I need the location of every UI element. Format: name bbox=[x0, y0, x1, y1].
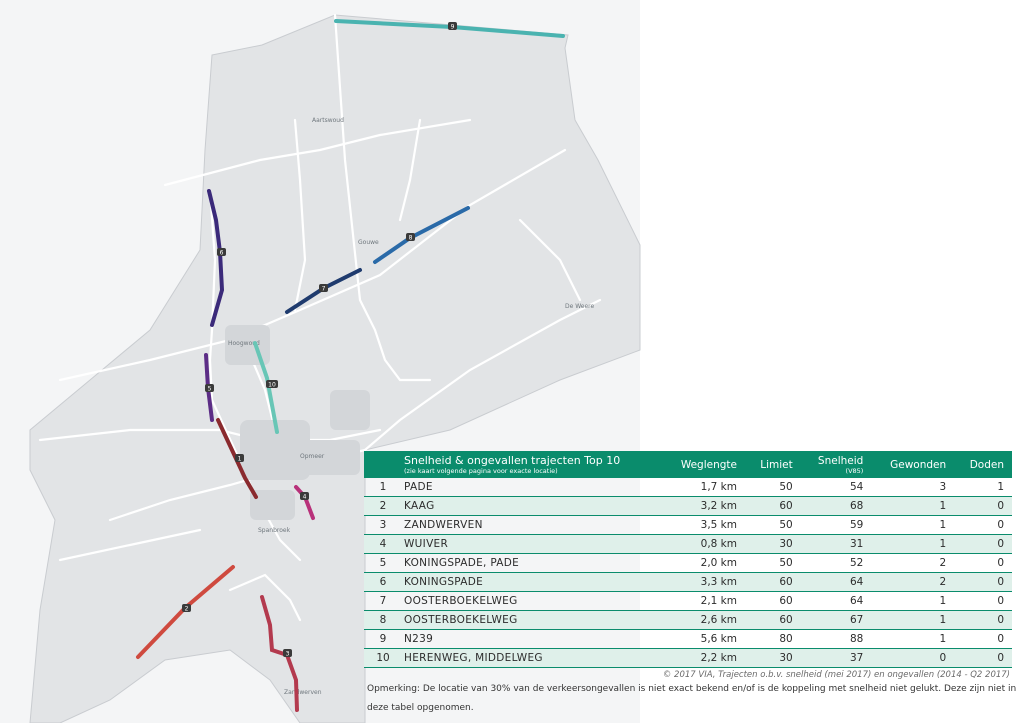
name-cell: OOSTERBOEKELWEG bbox=[402, 611, 662, 630]
table-row bbox=[364, 630, 1012, 649]
svg-text:10: 10 bbox=[268, 381, 276, 389]
table-subtitle: (zie kaart volgende pagina voor exacte locatie) bbox=[404, 466, 558, 475]
limiet-cell: 30 bbox=[745, 649, 801, 668]
weglengte-cell: 2,6 km bbox=[662, 611, 745, 630]
weglengte-cell: 2,0 km bbox=[662, 554, 745, 573]
doden-cell: 0 bbox=[954, 573, 1012, 592]
doden-cell: 0 bbox=[954, 516, 1012, 535]
table-row bbox=[364, 535, 1012, 554]
segment-badge-1 bbox=[235, 454, 244, 463]
limiet-cell: 60 bbox=[745, 497, 801, 516]
segment-badge-4 bbox=[300, 492, 309, 501]
trajectories-table bbox=[364, 451, 1012, 668]
name-cell: OOSTERBOEKELWEG bbox=[402, 592, 662, 611]
snelheid-cell: 59 bbox=[801, 516, 872, 535]
place-label-zandwerven: Zandwerven bbox=[284, 689, 322, 696]
table-header-row bbox=[364, 451, 1012, 478]
name-cell: KONINGSPADE, PADE bbox=[402, 554, 662, 573]
weglengte-cell: 3,2 km bbox=[662, 497, 745, 516]
gewonden-cell: 1 bbox=[871, 516, 954, 535]
table-title: Snelheid & ongevallen trajecten Top 10 bbox=[404, 453, 621, 467]
gewonden-cell: 1 bbox=[871, 497, 954, 516]
header-doden: Doden bbox=[954, 451, 1012, 478]
rank-cell: 1 bbox=[364, 478, 402, 497]
table-row bbox=[364, 649, 1012, 668]
snelheid-cell: 64 bbox=[801, 592, 872, 611]
gewonden-cell: 1 bbox=[871, 592, 954, 611]
rank-cell: 10 bbox=[364, 649, 402, 668]
place-label-gouwe: Gouwe bbox=[358, 239, 379, 246]
name-cell: N239 bbox=[402, 630, 662, 649]
weglengte-cell: 1,7 km bbox=[662, 478, 745, 497]
segment-badge-5 bbox=[205, 384, 214, 393]
weglengte-cell: 2,2 km bbox=[662, 649, 745, 668]
segment-badge-3 bbox=[283, 649, 292, 658]
table-row bbox=[364, 592, 1012, 611]
gewonden-cell: 3 bbox=[871, 478, 954, 497]
segment-badge-9 bbox=[448, 22, 457, 31]
svg-text:7: 7 bbox=[321, 285, 326, 293]
doden-cell: 0 bbox=[954, 649, 1012, 668]
doden-cell: 1 bbox=[954, 478, 1012, 497]
segment-badge-7 bbox=[319, 284, 328, 293]
header-title bbox=[402, 451, 662, 478]
limiet-cell: 80 bbox=[745, 630, 801, 649]
header-weglengte: Weglengte bbox=[662, 451, 745, 478]
svg-text:2: 2 bbox=[184, 605, 189, 613]
name-cell: HERENWEG, MIDDELWEG bbox=[402, 649, 662, 668]
limiet-cell: 60 bbox=[745, 611, 801, 630]
snelheid-cell: 68 bbox=[801, 497, 872, 516]
doden-cell: 0 bbox=[954, 497, 1012, 516]
limiet-cell: 50 bbox=[745, 554, 801, 573]
rank-cell: 3 bbox=[364, 516, 402, 535]
table-body bbox=[364, 478, 1012, 668]
place-label-aartswoud: Aartswoud bbox=[312, 117, 344, 124]
place-label-hoogwoud: Hoogwoud bbox=[228, 340, 260, 347]
limiet-cell: 50 bbox=[745, 516, 801, 535]
place-label-spanbroek: Spanbroek bbox=[258, 527, 291, 534]
weglengte-cell: 3,5 km bbox=[662, 516, 745, 535]
gewonden-cell: 2 bbox=[871, 554, 954, 573]
snelheid-cell: 67 bbox=[801, 611, 872, 630]
weglengte-cell: 5,6 km bbox=[662, 630, 745, 649]
svg-text:6: 6 bbox=[219, 249, 224, 257]
snelheid-cell: 31 bbox=[801, 535, 872, 554]
snelheid-cell: 54 bbox=[801, 478, 872, 497]
doden-cell: 0 bbox=[954, 611, 1012, 630]
header-snelheid-label: Snelheid bbox=[817, 454, 864, 467]
rank-cell: 8 bbox=[364, 611, 402, 630]
rank-cell: 6 bbox=[364, 573, 402, 592]
snelheid-cell: 64 bbox=[801, 573, 872, 592]
table-row bbox=[364, 516, 1012, 535]
header-snelheid bbox=[801, 451, 872, 478]
name-cell: PADE bbox=[402, 478, 662, 497]
doden-cell: 0 bbox=[954, 535, 1012, 554]
name-cell: KONINGSPADE bbox=[402, 573, 662, 592]
svg-text:5: 5 bbox=[207, 385, 212, 393]
header-rank bbox=[364, 451, 402, 478]
doden-cell: 0 bbox=[954, 630, 1012, 649]
svg-text:8: 8 bbox=[408, 234, 413, 242]
place-label-de-weere: De Weere bbox=[565, 303, 595, 310]
limiet-cell: 60 bbox=[745, 573, 801, 592]
name-cell: ZANDWERVEN bbox=[402, 516, 662, 535]
limiet-cell: 30 bbox=[745, 535, 801, 554]
weglengte-cell: 3,3 km bbox=[662, 573, 745, 592]
weglengte-cell: 2,1 km bbox=[662, 592, 745, 611]
name-cell: KAAG bbox=[402, 497, 662, 516]
segment-badge-10 bbox=[266, 380, 278, 389]
gewonden-cell: 1 bbox=[871, 611, 954, 630]
rank-cell: 5 bbox=[364, 554, 402, 573]
table-row bbox=[364, 554, 1012, 573]
weglengte-cell: 0,8 km bbox=[662, 535, 745, 554]
place-label-opmeer: Opmeer bbox=[300, 453, 325, 460]
trajectories-table-panel bbox=[364, 451, 1012, 680]
svg-text:4: 4 bbox=[302, 493, 307, 501]
segment-badge-2 bbox=[182, 604, 191, 613]
limiet-cell: 50 bbox=[745, 478, 801, 497]
svg-text:3: 3 bbox=[285, 650, 290, 658]
rank-cell: 2 bbox=[364, 497, 402, 516]
remark-text: Opmerking: De locatie van 30% van de verkeersongevallen is niet exact bekend en/of is de koppeling met snelheid niet gelukt. Deze zijn niet in deze tabel opgenomen. bbox=[367, 684, 1017, 713]
snelheid-cell: 88 bbox=[801, 630, 872, 649]
rank-cell: 9 bbox=[364, 630, 402, 649]
gewonden-cell: 0 bbox=[871, 649, 954, 668]
rank-cell: 4 bbox=[364, 535, 402, 554]
limiet-cell: 60 bbox=[745, 592, 801, 611]
rank-cell: 7 bbox=[364, 592, 402, 611]
header-limiet: Limiet bbox=[745, 451, 801, 478]
doden-cell: 0 bbox=[954, 554, 1012, 573]
snelheid-cell: 52 bbox=[801, 554, 872, 573]
header-snelheid-sub: (V85) bbox=[845, 466, 864, 475]
doden-cell: 0 bbox=[954, 592, 1012, 611]
gewonden-cell: 2 bbox=[871, 573, 954, 592]
svg-text:1: 1 bbox=[237, 455, 242, 463]
gewonden-cell: 1 bbox=[871, 630, 954, 649]
gewonden-cell: 1 bbox=[871, 535, 954, 554]
snelheid-cell: 37 bbox=[801, 649, 872, 668]
name-cell: WUIVER bbox=[402, 535, 662, 554]
svg-text:9: 9 bbox=[450, 23, 455, 31]
header-gewonden: Gewonden bbox=[871, 451, 954, 478]
table-row bbox=[364, 573, 1012, 592]
segment-badge-8 bbox=[406, 233, 415, 242]
segment-badge-6 bbox=[217, 248, 226, 257]
table-row bbox=[364, 478, 1012, 497]
source-note: © 2017 VIA, Trajecten o.b.v. snelheid (mei 2017) en ongevallen (2014 - Q2 2017) bbox=[662, 670, 1010, 680]
table-row bbox=[364, 497, 1012, 516]
table-row bbox=[364, 611, 1012, 630]
